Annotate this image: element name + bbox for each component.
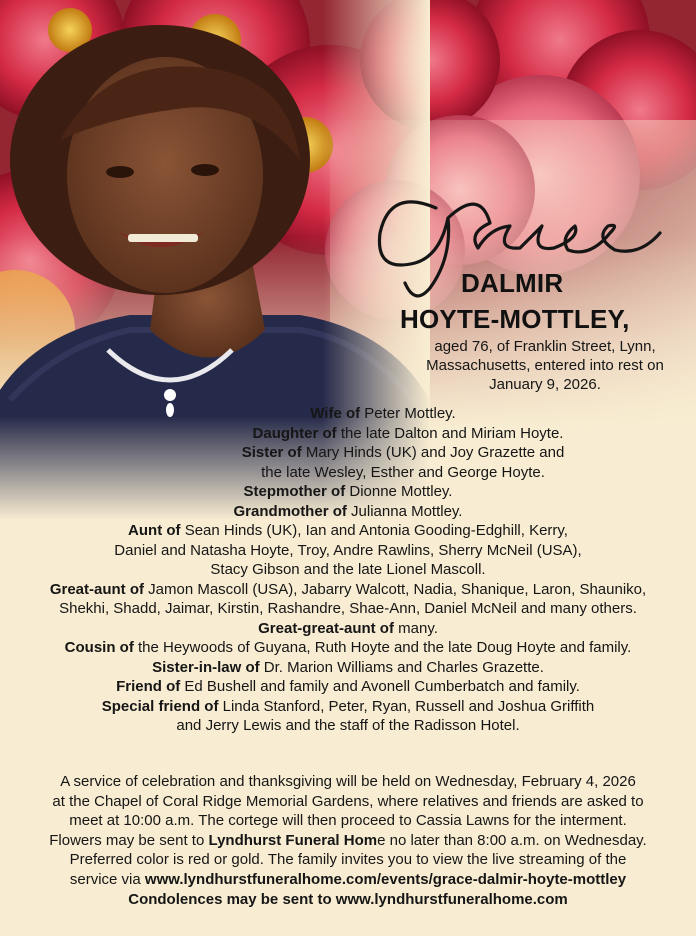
intro-line: aged 76, of Franklin Street, Lynn, — [434, 338, 656, 355]
family-line — [0, 424, 696, 444]
relation-names: many. — [398, 619, 438, 637]
relation-label: Great-aunt of — [49, 580, 144, 598]
service-line: A service of celebration and thanksgiving will be held on Wednesday, February 4, 2026 — [60, 773, 636, 790]
condolences-text: Condolences may be sent to www.lyndhurstfuneralhome.com — [128, 890, 568, 908]
relation-names: Stacy Gibson and the late Lionel Mascoll. — [210, 561, 486, 578]
family-line — [0, 677, 696, 697]
family-line — [0, 619, 696, 639]
family-line — [0, 716, 696, 736]
family-line — [0, 521, 696, 541]
flowers-deadline: e no later than 8:00 a.m. on Wednesday. — [377, 831, 647, 849]
relation-names: and Jerry Lewis and the staff of the Radisson Hotel. — [176, 717, 520, 734]
family-line — [0, 638, 696, 658]
flowers-line — [0, 831, 696, 851]
surname: HOYTE-MOTTLEY, — [400, 304, 630, 334]
relation-names: Julianna Mottley. — [351, 502, 463, 520]
intro-line: Massachusetts, entered into rest on — [426, 357, 664, 374]
relation-names: the late Wesley, Esther and George Hoyte. — [261, 463, 545, 481]
family-line — [0, 482, 696, 502]
relation-names: Sean Hinds (UK), Ian and Antonia Gooding-Edghill, Kerry, — [184, 522, 568, 539]
relation-names: Shekhi, Shadd, Jaimar, Kirstin, Rashandre, Shae-Ann, Daniel McNeil and many others. — [59, 600, 637, 617]
relation-names: Dionne Mottley. — [349, 483, 453, 500]
family-list — [0, 404, 696, 736]
relation-label: Daughter of — [252, 424, 337, 442]
relation-names: Jamon Mascoll (USA), Jabarry Walcott, Nadia, Shanique, Laron, Shauniko, — [148, 580, 647, 598]
family-line — [0, 443, 696, 463]
relation-label: Stepmother of — [243, 483, 346, 500]
family-line — [0, 697, 696, 717]
family-line — [0, 658, 696, 678]
condolences-line — [0, 890, 696, 910]
relation-names: the Heywoods of Guyana, Ruth Hoyte and the late Doug Hoyte and family. — [137, 639, 632, 656]
relation-names: Linda Stanford, Peter, Ryan, Russell and Joshua Griffith — [222, 697, 595, 715]
intro-text — [395, 337, 695, 394]
service-line: Preferred color is red or gold. The family invites you to view the live streaming of the — [69, 851, 627, 869]
streaming-line — [0, 870, 696, 890]
relation-label: Grandmother of — [233, 502, 347, 520]
relation-label: Sister-in-law of — [152, 658, 260, 676]
relation-label: Sister of — [241, 444, 302, 461]
family-line — [0, 404, 696, 424]
relation-names: Peter Mottley. — [364, 405, 456, 422]
relation-label: Aunt of — [128, 522, 181, 539]
streaming-link[interactable]: www.lyndhurstfuneralhome.com/events/grace-dalmir-hoyte-mottley — [144, 870, 627, 888]
family-line — [0, 502, 696, 522]
relation-names: the late Dalton and Miriam Hoyte. — [340, 424, 564, 442]
intro-line: January 9, 2026. — [489, 376, 601, 393]
relation-names: Mary Hinds (UK) and Joy Grazette and — [305, 444, 565, 461]
relation-names: Ed Bushell and family and Avonell Cumberbatch and family. — [184, 678, 580, 695]
given-name: DALMIR — [461, 268, 564, 298]
streaming-text: service via — [69, 870, 145, 888]
family-line — [0, 560, 696, 580]
family-line — [0, 463, 696, 483]
relation-label: Great-great-aunt of — [258, 619, 394, 637]
flowers-text: Flowers may be sent to — [49, 831, 209, 849]
relation-label: Cousin of — [64, 639, 134, 656]
service-line: at the Chapel of Coral Ridge Memorial Gardens, where relatives and friends are asked to — [52, 792, 644, 810]
relation-names: Daniel and Natasha Hoyte, Troy, Andre Rawlins, Sherry McNeil (USA), — [114, 541, 582, 559]
service-line: meet at 10:00 a.m. The cortege will then proceed to Cassia Lawns for the interment. — [69, 812, 627, 830]
funeral-home-name: Lyndhurst Funeral Hom — [208, 831, 378, 849]
family-line — [0, 580, 696, 600]
family-line — [0, 599, 696, 619]
service-details — [0, 772, 696, 909]
relation-names: Dr. Marion Williams and Charles Grazette. — [263, 658, 544, 676]
family-line — [0, 541, 696, 561]
relation-label: Friend of — [116, 678, 181, 695]
relation-label: Special friend of — [101, 697, 219, 715]
relation-label: Wife of — [310, 405, 361, 422]
